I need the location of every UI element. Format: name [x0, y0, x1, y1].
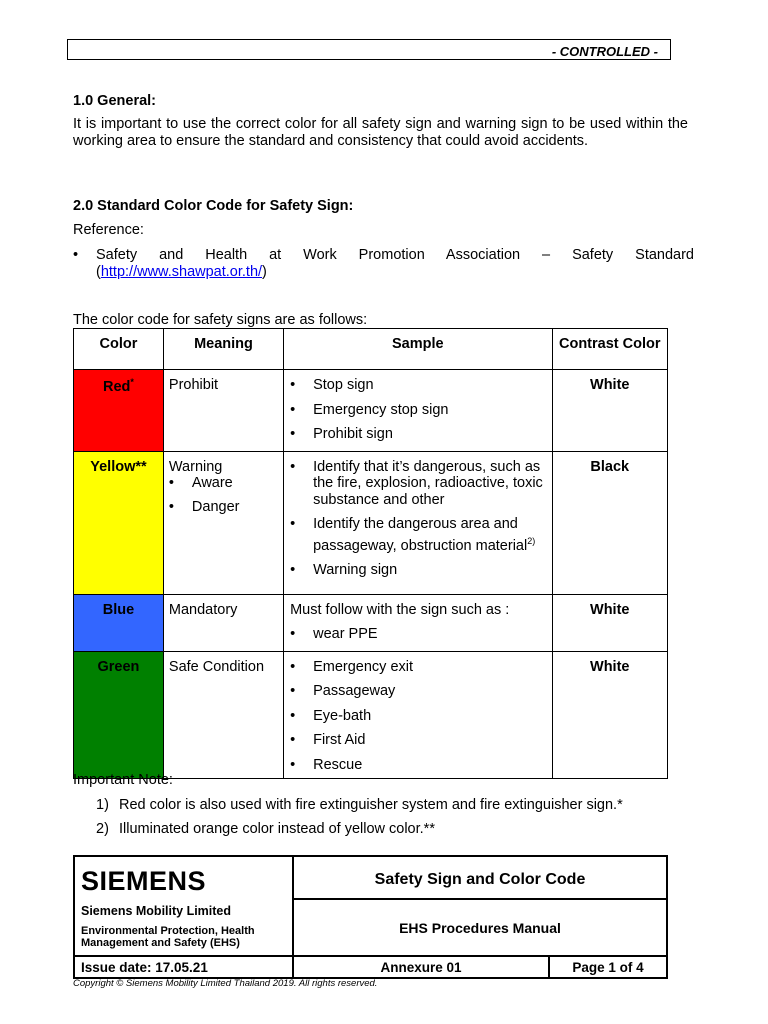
sample-item: • Prohibit sign	[290, 426, 545, 443]
contrast-cell: White	[552, 651, 667, 778]
sample-item: • Emergency stop sign	[290, 402, 545, 419]
color-code-table	[73, 328, 668, 779]
sample-cell	[284, 451, 552, 594]
section-1-body: It is important to use the correct color for all safety sign and warning sign to be used within the working area to ensure the standard and consistency that could avoid accidents.	[73, 116, 688, 149]
sample-item: • Rescue	[290, 757, 545, 774]
reference-link[interactable]: http://www.shawpat.or.th/	[100, 264, 263, 280]
note-number: 2)	[96, 821, 109, 837]
sample-item: • Eye-bath	[290, 708, 545, 725]
sample-item	[290, 516, 545, 554]
color-name: Blue	[102, 601, 135, 618]
footnote-ref: 2)	[527, 535, 536, 546]
manual-name: EHS Procedures Manual	[399, 920, 561, 936]
color-code-intro: The color code for safety signs are as follows:	[73, 312, 368, 328]
meaning-cell: Mandatory	[163, 594, 283, 651]
document-footer	[73, 855, 668, 979]
issue-date: Issue date: 17.05.21	[75, 957, 294, 977]
color-mark: *	[130, 377, 134, 387]
section-1-title: 1.0 General:	[73, 93, 157, 109]
table-row-green	[74, 651, 668, 778]
sample-item: • wear PPE	[290, 626, 545, 643]
note-number: 1)	[96, 797, 109, 813]
meaning-item: • Danger	[169, 499, 283, 516]
sample-item: • Passageway	[290, 683, 545, 700]
footer-company-block	[75, 857, 294, 955]
meaning-cell	[163, 451, 283, 594]
sample-text: Identify the dangerous area and passageway, obstruction material	[313, 516, 528, 554]
sample-item: • Emergency exit	[290, 659, 545, 676]
siemens-logo: SIEMENS	[81, 866, 207, 896]
meaning-cell: Prohibit	[163, 370, 283, 452]
header-color: Color	[74, 329, 164, 370]
controlled-header	[67, 39, 671, 60]
sample-cell	[284, 594, 552, 651]
color-mark: **	[135, 458, 147, 475]
color-cell-yellow	[74, 451, 164, 594]
meaning-cell: Safe Condition	[163, 651, 283, 778]
contrast-cell: White	[552, 594, 667, 651]
note-text: Red color is also used with fire extinguisher system and fire extinguisher sign.*	[119, 797, 623, 813]
header-sample: Sample	[284, 329, 552, 370]
sample-item: • First Aid	[290, 732, 545, 749]
sample-cell	[284, 651, 552, 778]
color-cell-green	[74, 651, 164, 778]
color-cell-red	[74, 370, 164, 452]
header-contrast: Contrast Color	[552, 329, 667, 370]
copyright-notice: Copyright © Siemens Mobility Limited Thailand 2019. All rights reserved.	[73, 978, 378, 989]
company-name: Siemens Mobility Limited	[81, 904, 232, 918]
reference-label: Reference:	[73, 222, 144, 238]
sample-item: • Identify that it’s dangerous, such as the fire, explosion, radioactive, toxic substance and other	[290, 459, 545, 509]
table-row-blue	[74, 594, 668, 651]
meaning-text: Warning	[168, 458, 223, 475]
color-name: Green	[97, 658, 140, 675]
color-name: Red	[102, 378, 131, 395]
table-row-red	[74, 370, 668, 452]
meaning-item: • Aware	[169, 475, 283, 492]
table-row-yellow	[74, 451, 668, 594]
department-name: Environmental Protection, Health Management and Safety (EHS)	[81, 925, 255, 949]
page-number: Page 1 of 4	[572, 960, 644, 975]
header-meaning: Meaning	[163, 329, 283, 370]
sample-item: • Stop sign	[290, 377, 545, 394]
section-2-title: 2.0 Standard Color Code for Safety Sign:	[73, 198, 354, 214]
note-text: Illuminated orange color instead of yellow color.**	[119, 821, 435, 837]
paren-close: )	[262, 264, 267, 280]
document-title: Safety Sign and Color Code	[374, 871, 586, 888]
color-name: Yellow	[90, 458, 136, 475]
footer-manual-block	[294, 900, 666, 955]
contrast-cell: White	[552, 370, 667, 452]
color-cell-blue	[74, 594, 164, 651]
bullet-dot: •	[73, 247, 79, 263]
sample-item: • Warning sign	[290, 562, 545, 579]
table-header-row	[74, 329, 668, 370]
annexure: Annexure 01	[294, 957, 550, 977]
sample-intro: Must follow with the sign such as :	[290, 601, 510, 618]
sample-cell	[284, 370, 552, 452]
important-note-title: Important Note:	[73, 772, 173, 788]
contrast-cell: Black	[552, 451, 667, 594]
reference-text: Safety and Health at Work Promotion Association – Safety Standard	[96, 247, 694, 263]
controlled-label: - CONTROLLED -	[551, 44, 658, 59]
footer-meta-row	[75, 955, 666, 977]
footer-title-block	[294, 857, 666, 900]
reference-link-line	[96, 264, 267, 280]
paren-open: (	[96, 264, 101, 280]
